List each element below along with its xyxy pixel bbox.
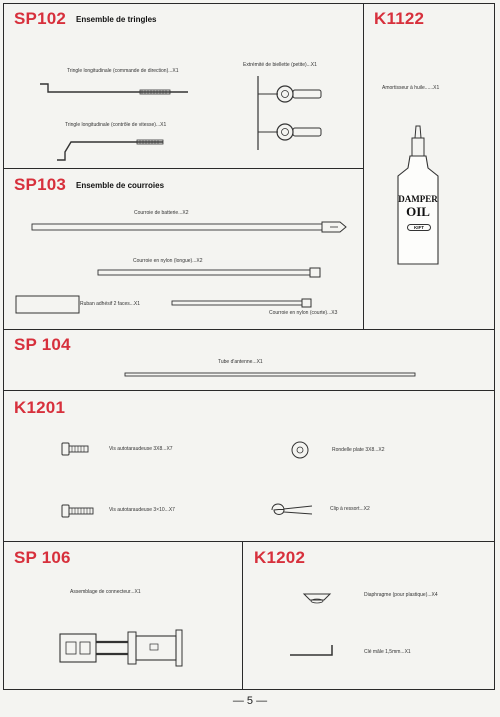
nylon-strap-short-drawing bbox=[170, 298, 315, 308]
steering-rod-drawing bbox=[38, 82, 188, 102]
divider-k1202 bbox=[242, 541, 243, 690]
section-code-k1202: K1202 bbox=[254, 548, 306, 567]
label-spring-clip: Clip à ressort...X2 bbox=[330, 506, 370, 512]
label-damper-oil: Amortisseur à huile......X1 bbox=[382, 85, 440, 91]
rod-end-runner-drawing bbox=[252, 74, 332, 152]
label-screw-3x10: Vis autotaraudeuse 3×10...X7 bbox=[109, 507, 175, 513]
divider-sp106 bbox=[3, 541, 495, 542]
label-nylon-strap-long: Courroie en nylon (longue)...X2 bbox=[133, 258, 203, 264]
screw-3x10-drawing bbox=[60, 503, 96, 519]
divider-sp104 bbox=[3, 329, 495, 330]
page-number: — 5 — bbox=[232, 695, 268, 707]
label-double-sided-tape: Ruban adhésif 2 faces...X1 bbox=[80, 301, 141, 307]
label-speed-rod: Tringle longitudinale (contrôle de vitesse)...X1 bbox=[65, 122, 167, 128]
diaphragm-drawing bbox=[302, 590, 332, 604]
section-code-sp102: SP102 bbox=[14, 9, 67, 28]
bottle-label-damper: DAMPER bbox=[398, 194, 438, 204]
label-diaphragm: Diaphragme (pour plastique)...X4 bbox=[364, 592, 438, 598]
washer-drawing bbox=[290, 440, 310, 460]
hex-key-drawing bbox=[288, 643, 338, 659]
bottle-label-oil: OIL bbox=[406, 204, 430, 219]
battery-strap-drawing bbox=[30, 219, 350, 237]
section-code-sp104: SP 104 bbox=[14, 335, 71, 354]
nylon-strap-long-drawing bbox=[96, 266, 326, 280]
section-code-sp106: SP 106 bbox=[14, 548, 71, 567]
section-code-k1201: K1201 bbox=[14, 398, 66, 417]
divider-sp103 bbox=[3, 168, 363, 169]
section-title-sp102: Ensemble de tringles bbox=[76, 15, 157, 24]
bottle-brand: KIFT bbox=[407, 224, 431, 231]
label-hex-key: Clé mâle 1,5mm...X1 bbox=[364, 649, 411, 655]
antenna-tube-drawing bbox=[124, 372, 416, 378]
speed-rod-drawing bbox=[55, 136, 165, 162]
label-connector: Assemblage de connecteur...X1 bbox=[70, 589, 141, 595]
label-rod-end: Extrémité de biellette (petite)...X1 bbox=[243, 62, 317, 68]
section-code-sp103: SP103 bbox=[14, 175, 67, 194]
label-nylon-strap-short: Courroie en nylon (courte)...X3 bbox=[269, 310, 338, 316]
label-antenna-tube: Tube d'antenne...X1 bbox=[218, 359, 263, 365]
connector-assembly-drawing bbox=[58, 628, 188, 668]
spring-clip-drawing bbox=[268, 500, 318, 520]
divider-k1201 bbox=[3, 390, 495, 391]
page-frame bbox=[3, 3, 495, 690]
section-code-k1122: K1122 bbox=[374, 9, 425, 28]
label-steering-rod: Tringle longitudinale (commande de direction)...X1 bbox=[67, 68, 179, 74]
label-washer: Rondelle plate 3X8...X2 bbox=[332, 447, 385, 453]
label-battery-strap: Courroie de batterie...X2 bbox=[134, 210, 189, 216]
double-sided-tape-drawing bbox=[15, 295, 81, 315]
divider-k1122 bbox=[363, 3, 364, 329]
screw-3x8-drawing bbox=[60, 441, 90, 457]
label-screw-3x8: Vis autotaraudeuse 3X8...X7 bbox=[109, 446, 173, 452]
section-title-sp103: Ensemble de courroies bbox=[76, 181, 165, 190]
